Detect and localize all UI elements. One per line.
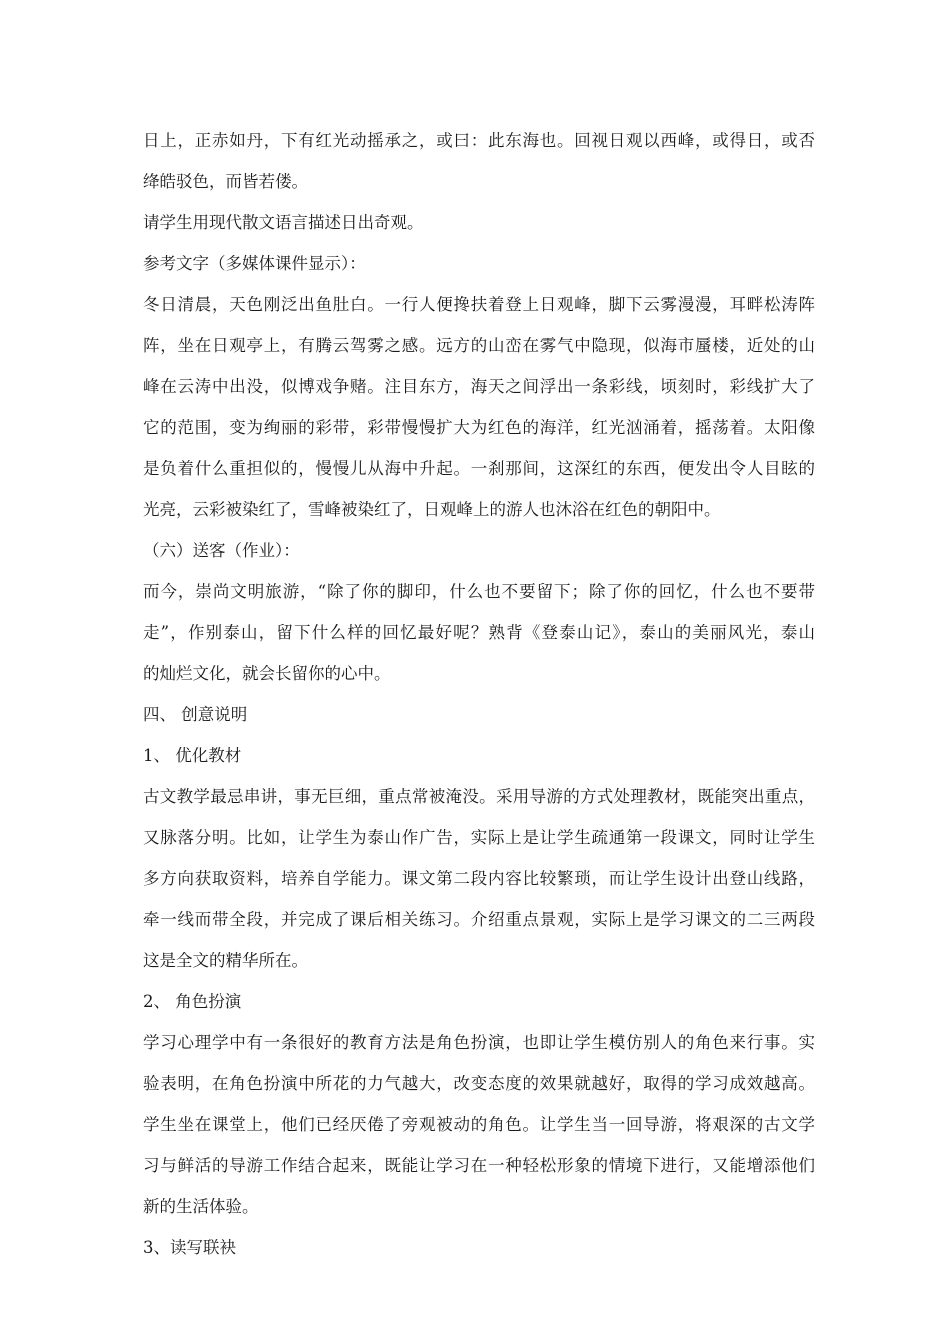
text-line: 是负着什么重担似的，慢慢儿从海中升起。一刹那间，这深红的东西，便发出令人目眩的: [143, 459, 815, 478]
text-line: 验表明，在角色扮演中所花的力气越大，改变态度的效果就越好，取得的学习成效越高。: [143, 1074, 815, 1093]
subsection-heading: 2、 角色扮演: [143, 992, 242, 1011]
text-line: 峰在云涛中出没，似博戏争赌。注目东方，海天之间浮出一条彩线，顷刻时，彩线扩大了: [143, 377, 815, 396]
subsection-heading: 3、读写联袂: [143, 1238, 236, 1257]
text-line: 牵一线而带全段，并完成了课后相关练习。介绍重点景观，实际上是学习课文的二三两段: [143, 910, 815, 929]
text-line: 日上，正赤如丹，下有红光动摇承之，或曰：此东海也。回视日观以西峰，或得日，或否: [143, 131, 815, 150]
text-line: 绛皓驳色，而皆若偻。: [143, 172, 308, 191]
document-body: [143, 120, 815, 1268]
text-line: 的灿烂文化，就会长留你的心中。: [143, 664, 391, 683]
text-line: 阵，坐在日观亭上，有腾云驾雾之感。远方的山峦在雾气中隐现，似海市蜃楼，近处的山: [143, 336, 815, 355]
text-line: 它的范围，变为绚丽的彩带，彩带慢慢扩大为红色的海洋，红光汹涌着，摇荡着。太阳像: [143, 418, 815, 437]
section-heading: （六）送客（作业）：: [143, 541, 300, 560]
text-line: 习与鲜活的导游工作结合起来，既能让学习在一种轻松形象的情境下进行，又能增添他们: [143, 1156, 815, 1175]
text-line: 冬日清晨，天色刚泛出鱼肚白。一行人便搀扶着登上日观峰，脚下云雾漫漫，耳畔松涛阵: [143, 295, 815, 314]
text-line: 多方向获取资料，培养自学能力。课文第二段内容比较繁琐，而让学生设计出登山线路，: [143, 869, 815, 888]
text-line: 请学生用现代散文语言描述日出奇观。: [143, 213, 424, 232]
text-line: 参考文字（多媒体课件显示）：: [143, 254, 366, 273]
section-heading: 四、 创意说明: [143, 705, 248, 724]
text-line: 光亮，云彩被染红了，雪峰被染红了，日观峰上的游人也沐浴在红色的朝阳中。: [143, 500, 721, 519]
text-line: 又脉落分明。比如，让学生为泰山作广告，实际上是让学生疏通第一段课文，同时让学生: [143, 828, 815, 847]
subsection-heading: 1、 优化教材: [143, 746, 242, 765]
text-line: 而今，崇尚文明旅游，“除了你的脚印，什么也不要留下；除了你的回忆，什么也不要带: [143, 582, 815, 601]
text-line: 学习心理学中有一条很好的教育方法是角色扮演，也即让学生模仿别人的角色来行事。实: [143, 1033, 815, 1052]
text-line: 新的生活体验。: [143, 1197, 259, 1216]
text-line: 古文教学最忌串讲，事无巨细，重点常被淹没。采用导游的方式处理教材，既能突出重点，: [143, 787, 815, 806]
text-line: 这是全文的精华所在。: [143, 951, 308, 970]
text-line: 学生坐在课堂上，他们已经厌倦了旁观被动的角色。让学生当一回导游，将艰深的古文学: [143, 1115, 815, 1134]
text-line: 走”，作别泰山，留下什么样的回忆最好呢？熟背《登泰山记》，泰山的美丽风光，泰山: [143, 623, 815, 642]
